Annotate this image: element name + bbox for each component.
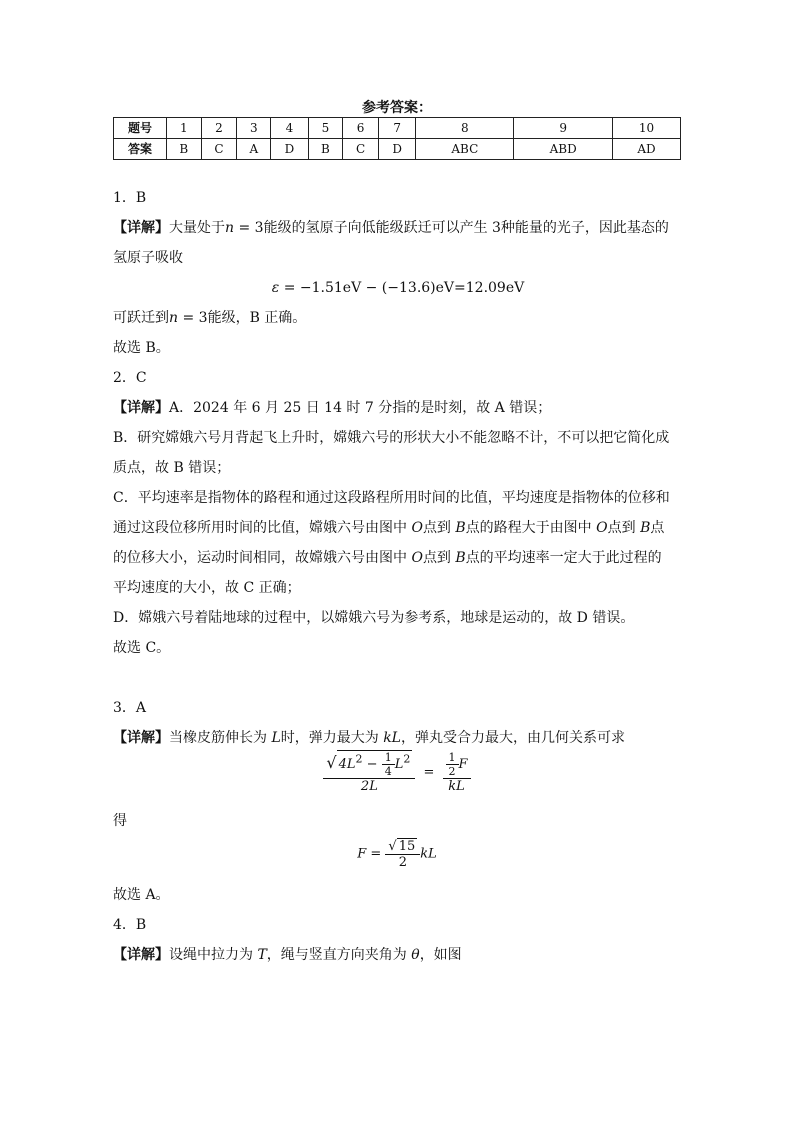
sqrt-fraction (385, 838, 420, 870)
question-3-continued (113, 806, 683, 836)
solution-line: 质点，故 B 错误； (113, 460, 231, 476)
solution-line: C．平均速率是指物体的路程和通过这段路程所用时间的比值，平均速度是指物体的位移和 (113, 490, 670, 506)
math-var: kL (420, 846, 437, 862)
text: 点的路程大于由图中 (465, 520, 597, 536)
text: 点到 (607, 520, 641, 536)
math-text: = −1.51eV − (−13.6)eV=12.09eV (279, 280, 525, 296)
math-var: B (455, 550, 466, 566)
radicand (337, 750, 413, 778)
math-var: O (411, 550, 423, 566)
math-var: O (411, 520, 423, 536)
math-text: − (362, 757, 382, 772)
table-cell: 4 (271, 118, 308, 139)
text: 当橡皮筋伸长为 (169, 730, 272, 746)
numerator: 1 (446, 751, 459, 765)
exponent: 2 (403, 752, 411, 766)
table-cell: D (378, 139, 415, 160)
solution-line (113, 213, 683, 243)
right-denominator: kL (448, 778, 465, 794)
text: = 3能级，B 正确。 (178, 310, 307, 326)
radicand: 15 (398, 839, 416, 854)
solution-line (113, 393, 683, 423)
text: 点到 (422, 550, 456, 566)
answer-table-number-row (114, 118, 681, 139)
math-var: B (640, 520, 651, 536)
text: 点的平均速率一定大于此过程的 (465, 550, 662, 566)
question-3-solution (113, 693, 683, 753)
answer-table (113, 117, 681, 160)
conclusion: 故选 C。 (113, 640, 171, 656)
text: 通过这段位移所用时间的比值，嫦娥六号由图中 (113, 520, 412, 536)
table-cell: 5 (308, 118, 343, 139)
table-cell: B (308, 139, 343, 160)
solution-line (113, 723, 683, 753)
text: ，弹丸受合力最大，由几何关系可求 (400, 730, 625, 746)
solution-line: 氢原子吸收 (113, 250, 183, 266)
math-var: n (169, 310, 179, 326)
math-var: L (394, 757, 404, 772)
solution-line (113, 303, 683, 333)
detail-tag: 【详解】 (113, 947, 169, 963)
text: 大量处于 (169, 220, 225, 236)
detail-tag: 【详解】 (113, 400, 169, 416)
math-var: kL (383, 730, 401, 746)
exponent: 2 (355, 752, 363, 766)
math-var: T (257, 947, 267, 963)
text: 的位移大小，运动时间相同，故嫦娥六号由图中 (113, 550, 412, 566)
table-cell: 2 (201, 118, 237, 139)
table-cell: B (167, 139, 202, 160)
left-numerator (323, 750, 415, 779)
table-cell: D (271, 139, 308, 160)
question-1-solution (113, 183, 683, 363)
text: 点 (650, 520, 665, 536)
conclusion: 故选 A。 (113, 887, 170, 903)
table-cell: ABC (416, 139, 514, 160)
answer-key-title: 参考答案： (362, 100, 432, 116)
radical-sign: √ (326, 753, 337, 772)
left-denominator: 2L (360, 779, 378, 794)
text: 可跃迁到 (113, 310, 169, 326)
table-cell: ABD (514, 139, 613, 160)
detail-tag: 【详解】 (113, 730, 169, 746)
text: 时，弹力最大为 (280, 730, 384, 746)
question-heading: 2．C (113, 370, 147, 386)
solution-line (113, 940, 683, 970)
result-equation (0, 838, 794, 882)
solution-line: 得 (113, 813, 127, 829)
half-fraction (446, 751, 459, 778)
equation (113, 273, 683, 303)
math-var: B (455, 520, 466, 536)
table-cell: 8 (416, 118, 514, 139)
solution-line: B．研究嫦娥六号月背起飞上升时，嫦娥六号的形状大小不能忽略不计，不可以把它简化成 (113, 430, 670, 446)
question-heading: 4．B (113, 917, 147, 933)
table-cell: AD (613, 139, 681, 160)
table-cell: A (237, 139, 271, 160)
math-var: F (357, 846, 367, 862)
conclusion: 故选 B。 (113, 340, 170, 356)
table-cell: C (343, 139, 379, 160)
math-var: F (458, 756, 468, 772)
denominator: 4 (384, 765, 392, 778)
question-4-solution (113, 910, 683, 970)
quarter-fraction (382, 751, 395, 778)
math-var: L (271, 730, 281, 746)
denominator: 2 (398, 855, 407, 870)
equals-sign: = (423, 764, 435, 780)
radical-sign: √ (388, 839, 397, 854)
table-cell: 7 (378, 118, 415, 139)
table-cell: 3 (237, 118, 271, 139)
solution-line (113, 543, 683, 573)
question-2-solution (113, 363, 683, 663)
math-var: O (596, 520, 608, 536)
question-3-end (113, 880, 683, 910)
question-heading: 1．B (113, 190, 147, 206)
table-cell: C (201, 139, 237, 160)
geometry-equation (0, 750, 794, 810)
text: 点到 (422, 520, 456, 536)
numerator: 1 (382, 751, 395, 765)
table-cell: 1 (167, 118, 202, 139)
solution-line: 平均速度的大小，故 C 正确； (113, 580, 301, 596)
math-var: θ (411, 947, 420, 963)
text: 设绳中拉力为 (169, 947, 258, 963)
row-label-answer: 答案 (114, 139, 167, 160)
text: A．2024 年 6 月 25 日 14 时 7 分指的是时刻，故 A 错误； (169, 400, 552, 416)
math-text: = (366, 846, 386, 862)
answer-table-answer-row (114, 139, 681, 160)
denominator: 2 (448, 764, 456, 778)
detail-tag: 【详解】 (113, 220, 169, 236)
table-cell: 6 (343, 118, 379, 139)
math-var: n (225, 220, 235, 236)
right-numerator (443, 751, 471, 779)
math-text: 4L (338, 757, 356, 772)
text: ，绳与竖直方向夹角为 (266, 947, 412, 963)
math-var: ε (271, 280, 280, 296)
solution-line (113, 513, 683, 543)
text: = 3能级的氢原子向低能级跃迁可以产生 3种能量的光子，因此基态的 (234, 220, 669, 236)
numerator (385, 838, 420, 855)
right-fraction (443, 751, 471, 794)
text: ，如图 (419, 947, 462, 963)
solution-line: D．嫦娥六号着陆地球的过程中，以嫦娥六号为参考系，地球是运动的，故 D 错误。 (113, 610, 635, 626)
row-label-number: 题号 (114, 118, 167, 139)
table-cell: 9 (514, 118, 613, 139)
question-heading: 3．A (113, 700, 147, 716)
table-cell: 10 (613, 118, 681, 139)
left-fraction (323, 750, 415, 794)
